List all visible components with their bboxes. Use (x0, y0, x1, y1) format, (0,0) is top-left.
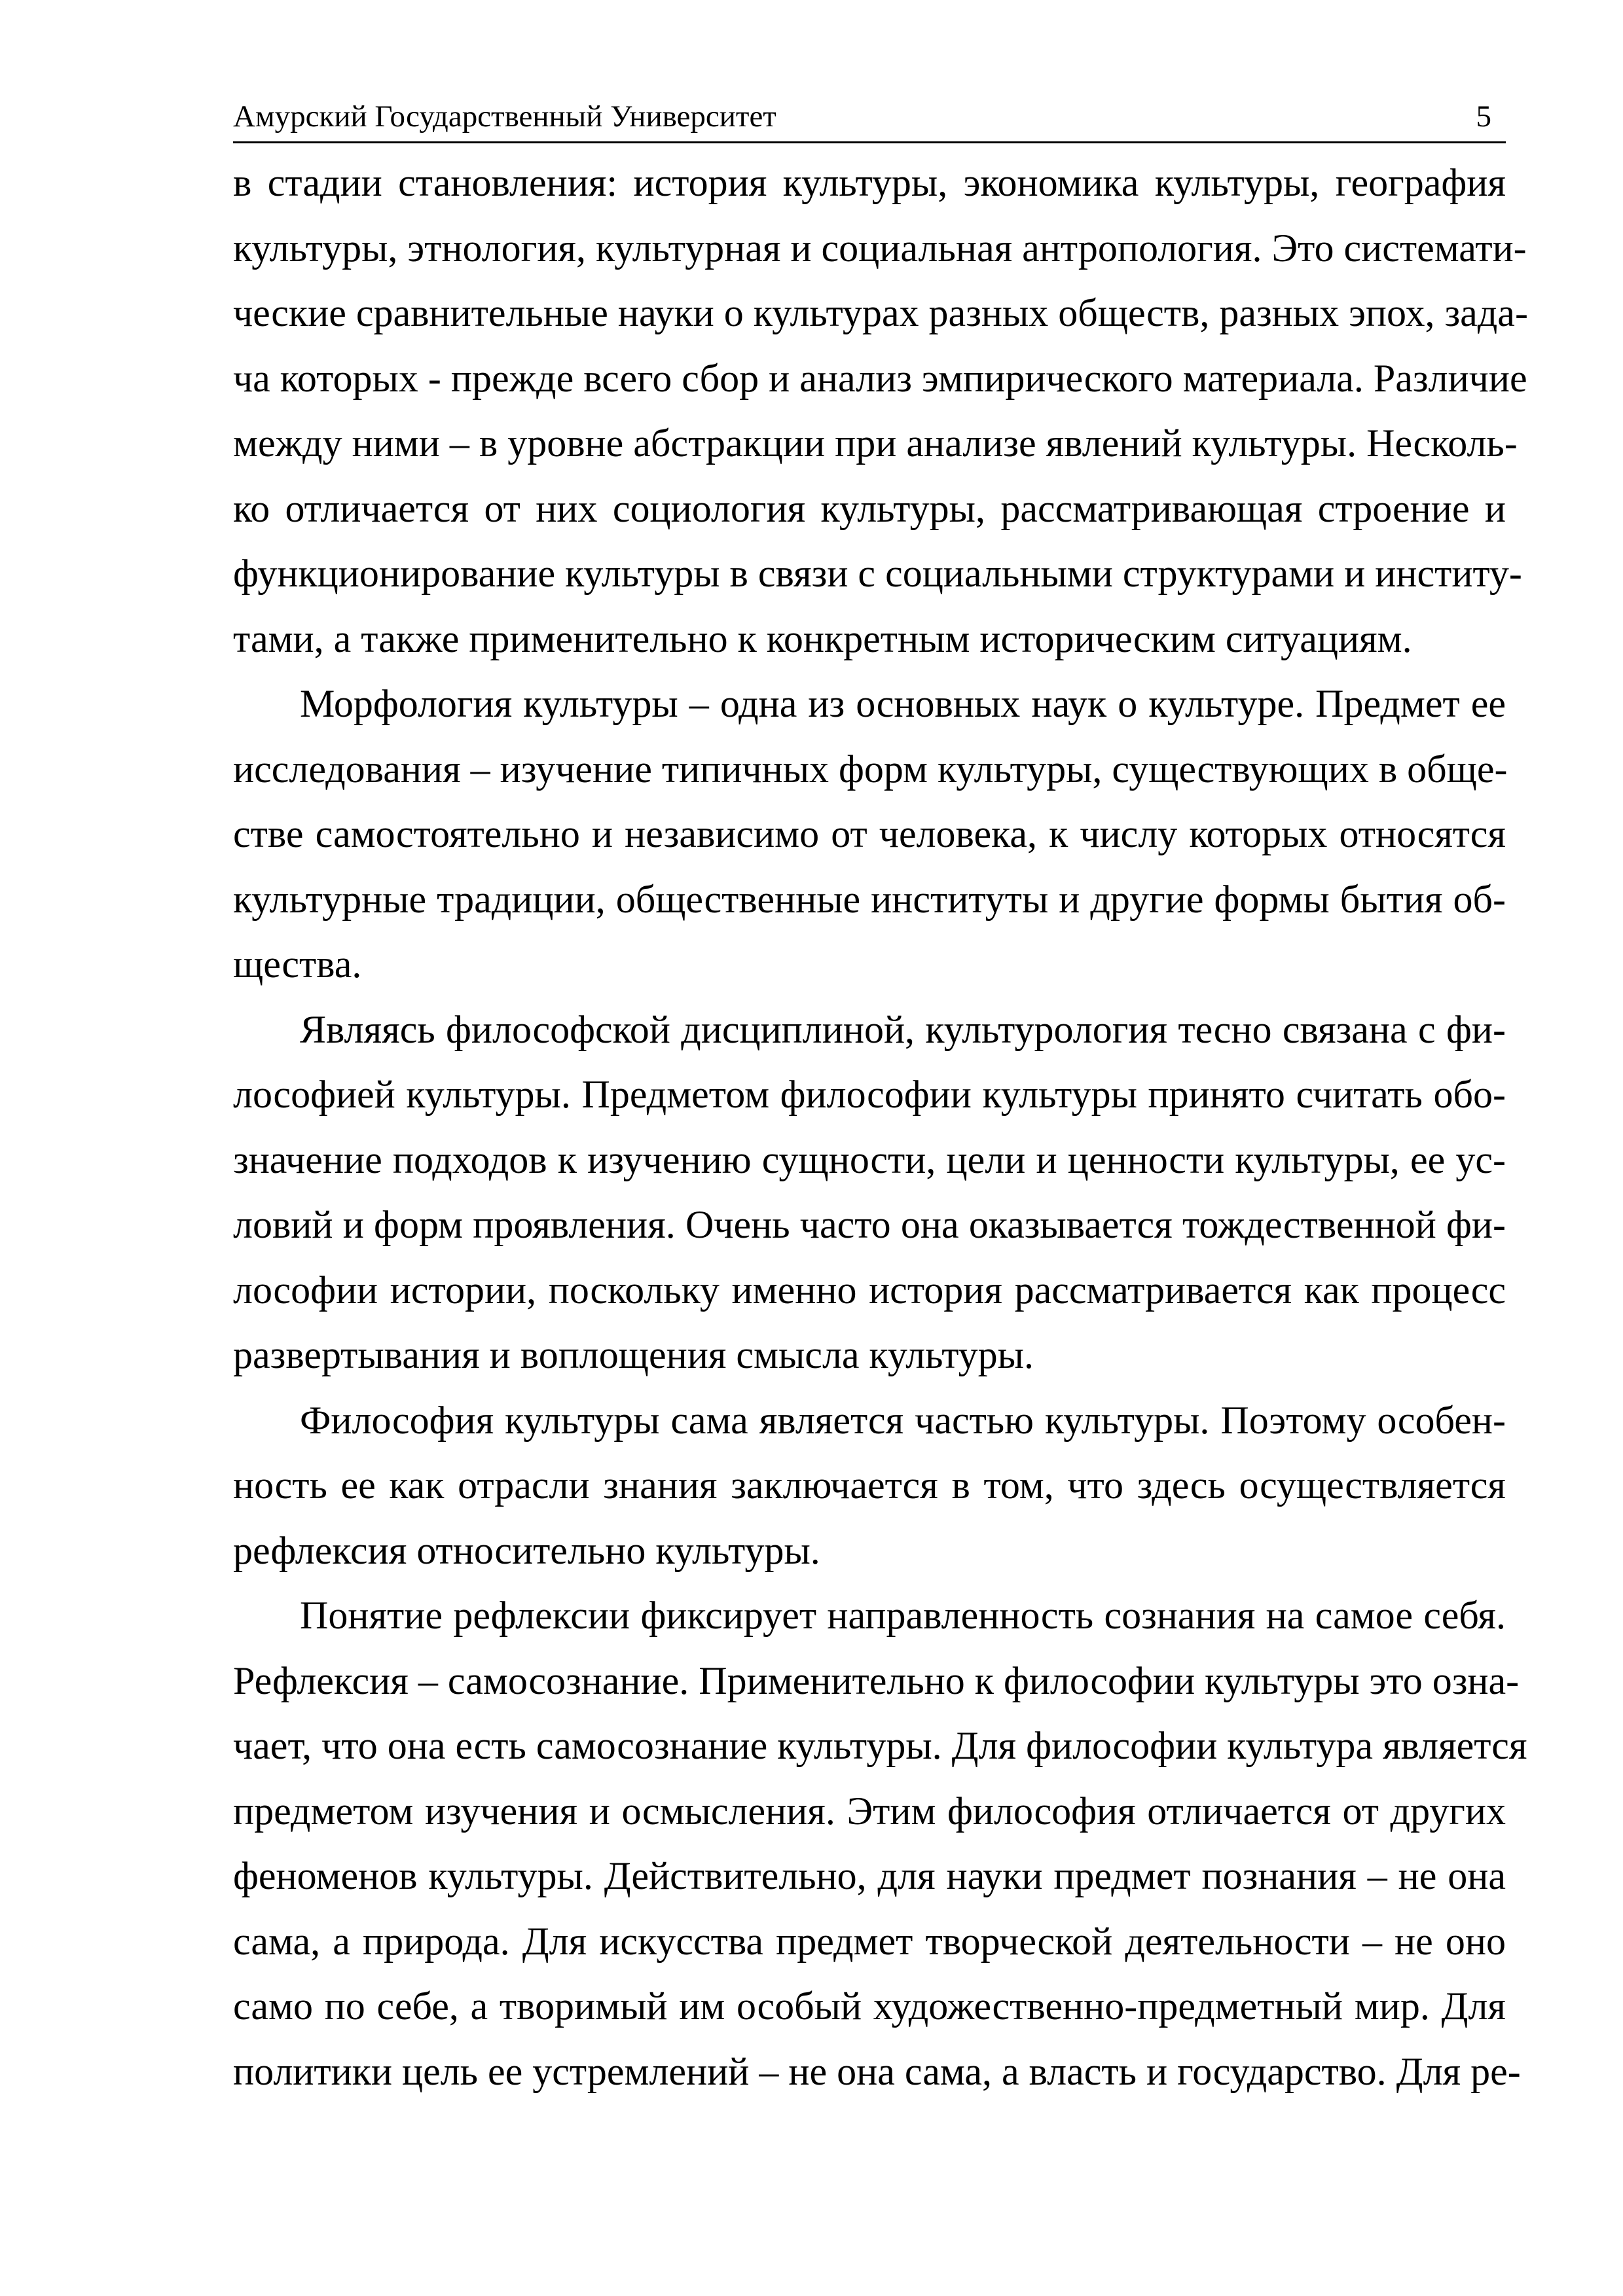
text-line: Являясь философской дисциплиной, культурология тесно связана с фи- (300, 1007, 1506, 1051)
text-line: значение подходов к изучению сущности, цели и ценности культуры, ее ус- (233, 1138, 1506, 1181)
paragraph-2 (233, 672, 1506, 997)
text-line: тами, а также применительно к конкретным историческим ситуациям. (233, 617, 1412, 660)
text-line: Морфология культуры – одна из основных наук о культуре. Предмет ее (300, 682, 1506, 725)
text-line: предметом изучения и осмысления. Этим философия отличается от других (233, 1789, 1506, 1833)
paragraph-4 (233, 1388, 1506, 1584)
text-line: ловий и форм проявления. Очень часто она оказывается тождественной фи- (233, 1203, 1506, 1246)
text-line: чает, что она есть самосознание культуры. Для философии культура является (233, 1724, 1527, 1767)
text-line: лософией культуры. Предметом философии культуры принято считать обо- (233, 1073, 1506, 1116)
text-line: Философия культуры сама является частью культуры. Поэтому особен- (300, 1398, 1506, 1442)
text-body (233, 151, 1528, 2104)
text-line: Рефлексия – самосознание. Применительно к философии культуры это озна- (233, 1659, 1520, 1702)
text-line: культурные традиции, общественные институты и другие формы бытия об- (233, 877, 1506, 921)
text-line: ко отличается от них социология культуры, рассматривающая строение и (233, 486, 1506, 530)
paragraph-1 (233, 151, 1528, 672)
text-line: щества. (233, 942, 362, 986)
text-line: стве самостоятельно и независимо от человека, к числу которых относятся (233, 812, 1506, 855)
paragraph-5 (233, 1583, 1527, 2104)
text-line: между ними – в уровне абстракции при анализе явлений культуры. Несколь- (233, 422, 1518, 465)
text-line: ность ее как отрасли знания заключается в том, что здесь осуществляется (233, 1463, 1506, 1507)
header-title: Амурский Государственный Университет (233, 99, 776, 134)
page-number: 5 (1476, 99, 1491, 134)
text-line: сама, а природа. Для искусства предмет творческой деятельности – не оно (233, 1919, 1506, 1963)
text-line: лософии истории, поскольку именно история рассматривается как процесс (233, 1268, 1506, 1312)
page-header (233, 92, 1506, 143)
paragraph-3 (233, 997, 1506, 1388)
text-line: Понятие рефлексии фиксирует направленность сознания на самое себя. (300, 1594, 1506, 1637)
text-line: функционирование культуры в связи с социальными структурами и институ- (233, 552, 1522, 595)
text-line: исследования – изучение типичных форм культуры, существующих в обще- (233, 747, 1508, 791)
text-line: ческие сравнительные науки о культурах разных обществ, разных эпох, зада- (233, 291, 1528, 334)
text-line: феноменов культуры. Действительно, для науки предмет познания – не она (233, 1854, 1506, 1897)
text-line: ча которых - прежде всего сбор и анализ эмпирического материала. Различие (233, 356, 1527, 400)
text-line: культуры, этнология, культурная и социальная антропология. Это системати- (233, 226, 1527, 270)
text-line: рефлексия относительно культуры. (233, 1528, 820, 1572)
text-line: в стадии становления: история культуры, экономика культуры, география (233, 161, 1506, 204)
text-line: развертывания и воплощения смысла культуры. (233, 1333, 1034, 1376)
text-line: политики цель ее устремлений – не она сама, а власть и государство. Для ре- (233, 2049, 1521, 2093)
text-line: само по себе, а творимый им особый художественно-предметный мир. Для (233, 1984, 1506, 2028)
